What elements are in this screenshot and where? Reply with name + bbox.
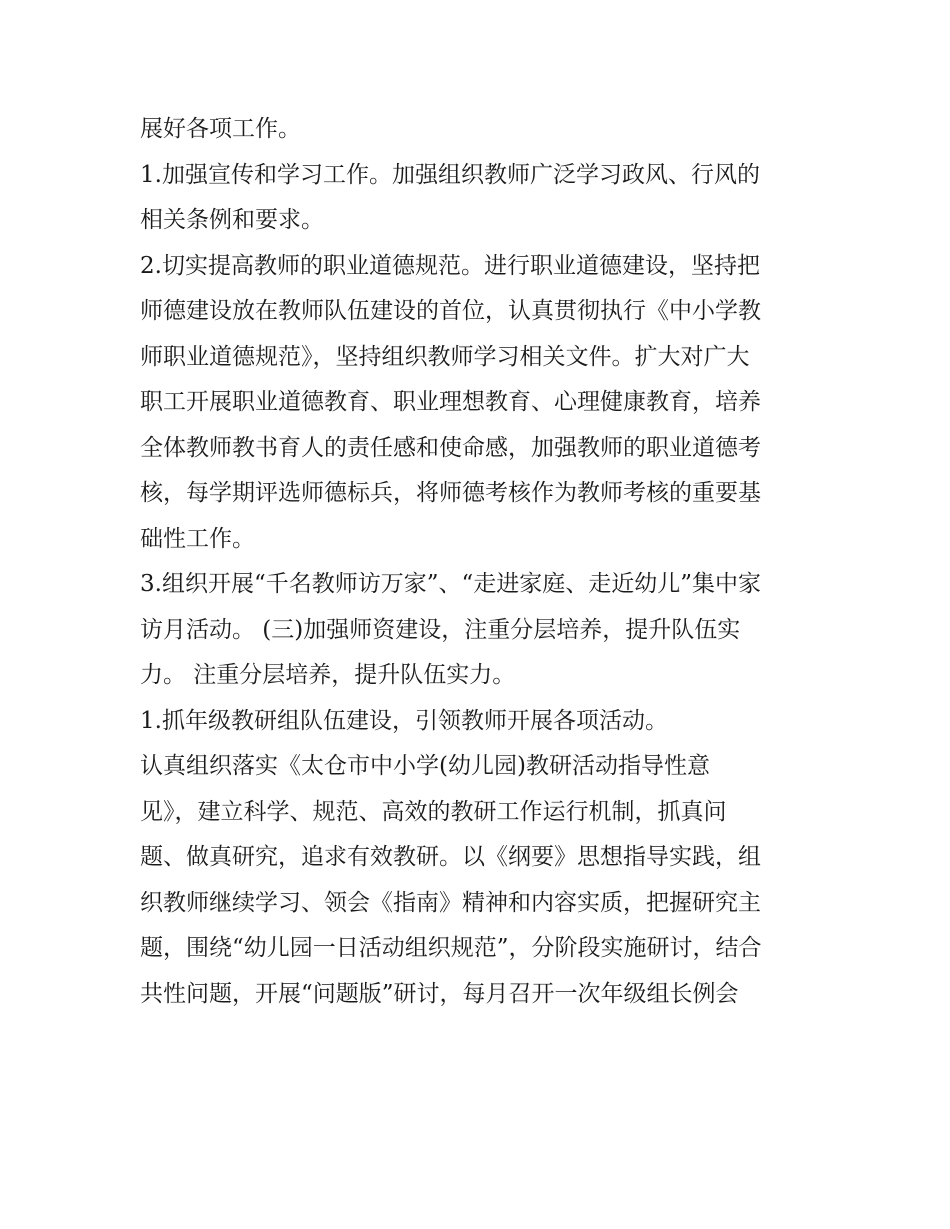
text-line: 题、做真研究，追求有效教研。以《纲要》思想指导实践，组 <box>140 844 761 870</box>
text-line: 核，每学期评选师德标兵，将师德考核作为教师考核的重要基 <box>140 480 761 506</box>
text-line: 展好各项工作。 <box>140 116 301 142</box>
text-line: 相关条例和要求。 <box>140 207 324 233</box>
text-line: 见》，建立科学、规范、高效的教研工作运行机制，抓真问 <box>140 798 727 825</box>
text-line: 2.切实提高教师的职业道德规范。进行职业道德建设，坚持把 <box>140 252 760 279</box>
text-line: 题，围绕“幼儿园一日活动组织规范”，分阶段实施研讨，结合 <box>140 935 762 961</box>
text-line: 础性工作。 <box>140 525 255 552</box>
text-line: 师职业道德规范》，坚持组织教师学习相关文件。扩大对广大 <box>140 343 750 370</box>
text-line: 力。 注重分层培养，提升队伍实力。 <box>140 662 516 688</box>
text-line: 1.加强宣传和学习工作。加强组织教师广泛学习政风、行风的 <box>140 161 760 188</box>
text-line: 师德建设放在教师队伍建设的首位，认真贯彻执行《中小学教 <box>140 298 761 324</box>
text-line: 访月活动。 (三)加强师资建设，注重分层培养，提升队伍实 <box>140 616 741 643</box>
body-text <box>140 107 820 1017</box>
text-line: 织教师继续学习、领会《指南》精神和内容实质，把握研究主 <box>140 889 761 916</box>
text-line: 认真组织落实《太仓市中小学(幼儿园)教研活动指导性意 <box>140 753 710 779</box>
text-line: 3.组织开展“千名教师访万家”、“走进家庭、走近幼儿”集中家 <box>140 571 761 597</box>
text-line: 全体教师教书育人的责任感和使命感，加强教师的职业道德考 <box>140 434 761 461</box>
text-line: 1.抓年级教研组队伍建设，引领教师开展各项活动。 <box>140 707 668 734</box>
text-line: 职工开展职业道德教育、职业理想教育、心理健康教育，培养 <box>140 389 761 415</box>
text-line: 共性问题，开展“问题版”研讨，每月召开一次年级组长例会 <box>140 980 739 1007</box>
